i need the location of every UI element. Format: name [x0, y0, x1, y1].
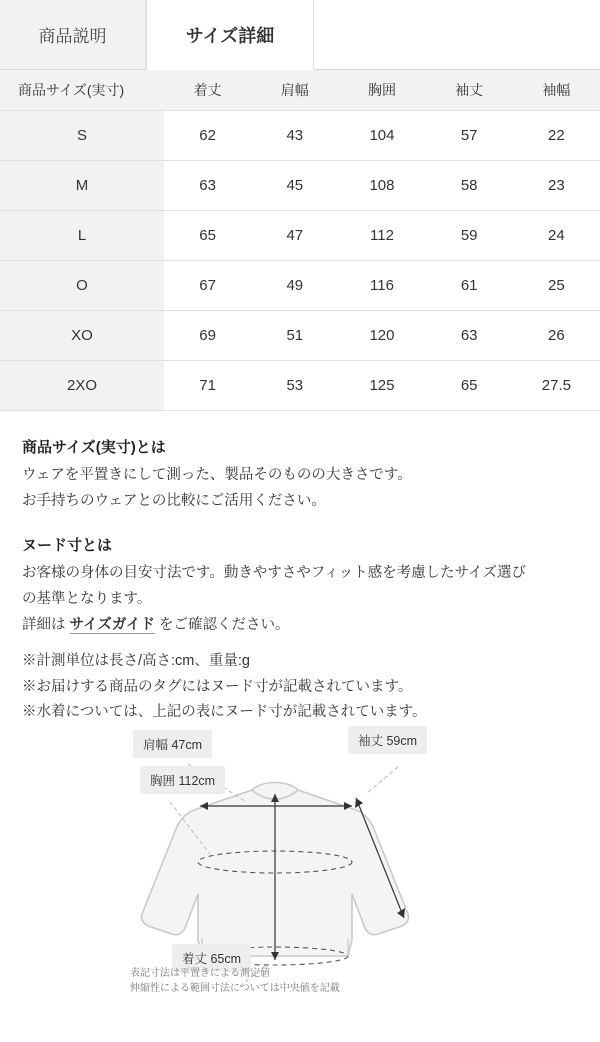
diagram-footnote-line2: 伸縮性による範囲寸法については中央値を記載: [130, 983, 340, 994]
cell-sleeve-length: 59: [426, 210, 513, 260]
cell-shoulder: 51: [251, 310, 338, 360]
callout-shoulder-width: 肩幅 47cm: [133, 730, 212, 758]
cell-sleeve-width: 26: [513, 310, 600, 360]
cell-sleeve-width: 22: [513, 110, 600, 160]
column-header-shoulder: 肩幅: [251, 70, 338, 110]
size-table: [0, 70, 600, 411]
notes-detail-prefix: 詳細は: [22, 617, 66, 634]
tab-bar: [0, 0, 600, 70]
cell-shoulder: 43: [251, 110, 338, 160]
column-header-length: 着丈: [164, 70, 251, 110]
cell-size: L: [0, 210, 164, 260]
table-row: [0, 210, 600, 260]
table-row: [0, 110, 600, 160]
fine-note-tag-nude: ※お届けする商品のタグにはヌード寸が記載されています。: [22, 678, 413, 695]
cell-size: 2XO: [0, 360, 164, 410]
garment-measurement-diagram: [0, 742, 600, 1042]
size-table-body: [0, 110, 600, 410]
table-row: [0, 360, 600, 410]
notes-heading-nude-size: ヌード寸とは: [22, 536, 113, 554]
cell-shoulder: 53: [251, 360, 338, 410]
tab-product-description[interactable]: [0, 0, 146, 69]
column-header-sleeve-length: 袖丈: [426, 70, 513, 110]
cell-length: 62: [164, 110, 251, 160]
cell-sleeve-length: 57: [426, 110, 513, 160]
table-row: [0, 310, 600, 360]
column-header-chest: 胸囲: [338, 70, 425, 110]
size-guide-link[interactable]: サイズガイド: [69, 617, 155, 634]
cell-shoulder: 45: [251, 160, 338, 210]
cell-chest: 104: [338, 110, 425, 160]
notes-nude-size-line2: の基準となります。: [22, 591, 152, 608]
tab-size-details[interactable]: [146, 0, 314, 70]
garment-illustration: [0, 742, 600, 1042]
tab-size-details-label: サイズ詳細: [185, 25, 275, 46]
cell-sleeve-width: 24: [513, 210, 600, 260]
notes-detail-line: [22, 613, 578, 639]
column-header-sleeve-width: 袖幅: [513, 70, 600, 110]
cell-size: XO: [0, 310, 164, 360]
cell-size: M: [0, 160, 164, 210]
cell-length: 69: [164, 310, 251, 360]
table-row: [0, 260, 600, 310]
cell-shoulder: 49: [251, 260, 338, 310]
notes-actual-size-line1: ウェアを平置きにして測った、製品そのものの大きさです。: [22, 467, 412, 484]
diagram-footnotes: [130, 966, 340, 996]
cell-chest: 116: [338, 260, 425, 310]
cell-size: O: [0, 260, 164, 310]
cell-sleeve-width: 27.5: [513, 360, 600, 410]
column-header-size: 商品サイズ(実寸): [0, 70, 164, 110]
cell-chest: 120: [338, 310, 425, 360]
table-header-row: [0, 70, 600, 110]
tab-product-description-label: 商品説明: [38, 26, 107, 46]
notes-spacer: [22, 515, 578, 527]
cell-length: 71: [164, 360, 251, 410]
diagram-footnote-line1: 表記寸法は平置きによる測定値: [130, 968, 270, 979]
sleeve-leader-line: [366, 767, 398, 794]
fine-note-units: ※計測単位は長さ/高さ:cm、重量:g: [22, 652, 250, 669]
cell-sleeve-length: 65: [426, 360, 513, 410]
callout-chest: 胸囲 112cm: [140, 766, 225, 794]
cell-sleeve-length: 58: [426, 160, 513, 210]
cell-chest: 112: [338, 210, 425, 260]
notes-heading-actual-size: 商品サイズ(実寸)とは: [22, 438, 166, 456]
table-row: [0, 160, 600, 210]
cell-length: 65: [164, 210, 251, 260]
cell-length: 63: [164, 160, 251, 210]
notes-actual-size-line2: お手持ちのウェアとの比較にご活用ください。: [22, 492, 326, 509]
cell-size: S: [0, 110, 164, 160]
cell-sleeve-length: 63: [426, 310, 513, 360]
fine-note-swimwear: ※水着については、上記の表にヌード寸が記載されています。: [22, 704, 427, 721]
cell-shoulder: 47: [251, 210, 338, 260]
notes-section: [0, 411, 600, 727]
fine-notes: [22, 649, 578, 726]
callout-sleeve-length: 袖丈 59cm: [348, 726, 427, 754]
size-table-head: [0, 70, 600, 110]
cell-length: 67: [164, 260, 251, 310]
callout-body-length: 着丈 65cm: [172, 944, 251, 972]
cell-sleeve-length: 61: [426, 260, 513, 310]
notes-detail-suffix: をご確認ください。: [158, 617, 290, 634]
cell-sleeve-width: 25: [513, 260, 600, 310]
cell-chest: 108: [338, 160, 425, 210]
cell-sleeve-width: 23: [513, 160, 600, 210]
notes-nude-size-line1: お客様の身体の目安寸法です。動きやすさやフィット感を考慮したサイズ選び: [22, 565, 527, 582]
cell-chest: 125: [338, 360, 425, 410]
tab-bar-filler: [314, 0, 600, 69]
